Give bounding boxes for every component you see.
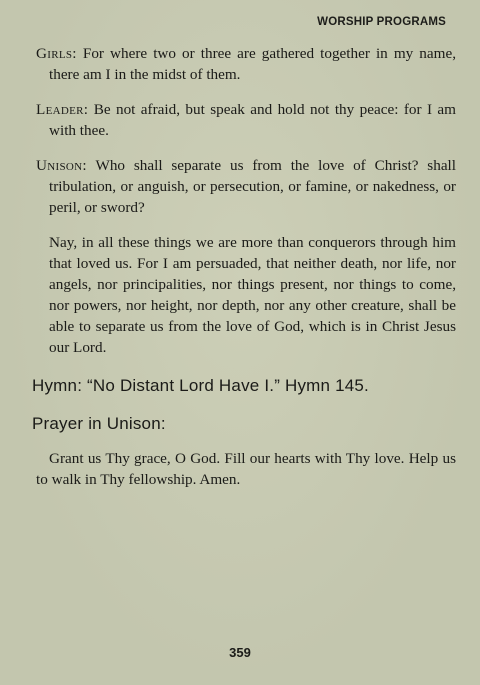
response-continuation: Nay, in all these things we are more than conquerors through him that loved us. For I am persuaded, that neither death, nor life, nor angels, nor principalities, nor things present, nor things to come, nor powers, nor height, nor depth, nor any other creature, shall be able to separate us from the love of God, which is in Christ Jesus our Lord. <box>49 234 456 356</box>
page-number: 359 <box>229 645 251 660</box>
response-text: Who shall separate us from the love of Christ? shall tribulation, or anguish, or persecution, or famine, or nakedness, or peril, or sword? <box>49 157 456 216</box>
response-unison <box>36 155 456 218</box>
running-head: WORSHIP PROGRAMS <box>317 16 446 28</box>
hymn-line: Hymn: “No Distant Lord Have I.” Hymn 145. <box>32 376 369 395</box>
response-text: For where two or three are gathered together in my name, there am I in the midst of them. <box>49 45 456 83</box>
response-girls <box>36 43 456 85</box>
response-text: Be not afraid, but speak and hold not thy peace: for I am with thee. <box>49 101 456 139</box>
page-content <box>32 43 456 490</box>
prayer-text: Grant us Thy grace, O God. Fill our hearts with Thy love. Help us to walk in Thy fellowship. Amen. <box>36 450 456 488</box>
speaker-label: Unison: <box>36 157 87 174</box>
speaker-label: Girls: <box>36 45 77 62</box>
response-leader <box>36 99 456 141</box>
prayer-heading: Prayer in Unison: <box>32 414 166 433</box>
speaker-label: Leader: <box>36 101 89 118</box>
